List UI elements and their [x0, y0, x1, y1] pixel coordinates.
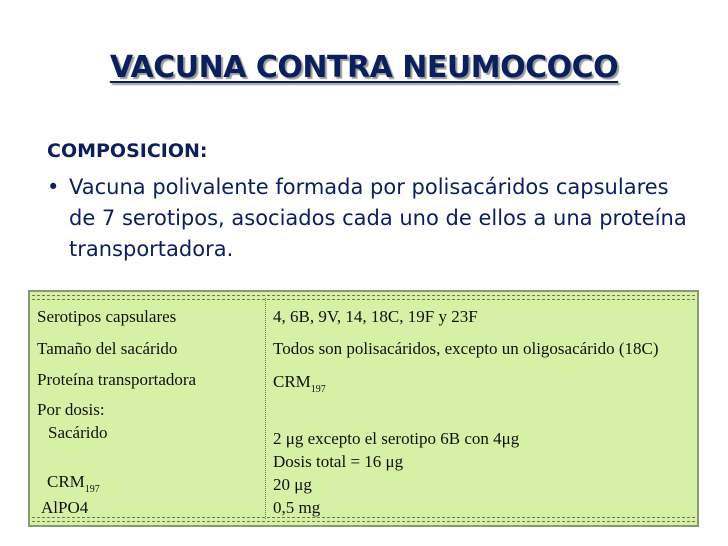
- crm-label-subscript: 197: [84, 484, 100, 495]
- saccharide-size-label: Tamaño del sacárido: [37, 339, 178, 358]
- alpo4-value: 0,5 mg: [273, 498, 321, 517]
- crm-value: 20 μg: [273, 475, 312, 494]
- crm-label-base: CRM: [47, 472, 85, 491]
- saccharide-value: 2 μg excepto el serotipo 6B con 4μg: [273, 429, 520, 448]
- saccharide-label: Sacárido: [48, 423, 108, 442]
- bullet-text: Vacuna polivalente formada por polisacáridos capsulares de 7 serotipos, asociados cada uno de ellos a una proteína transportadora.: [69, 175, 687, 261]
- bullet-item: [47, 172, 687, 265]
- carrier-value-base: CRM: [273, 372, 311, 391]
- carrier-label: Proteína transportadora: [37, 370, 197, 389]
- carrier-value-subscript: 197: [310, 384, 326, 395]
- carrier-value: [273, 372, 326, 395]
- serotypes-label: Serotipos capsulares: [37, 307, 177, 326]
- per-dose-label: Por dosis:: [37, 400, 105, 419]
- crm-label: [47, 472, 100, 495]
- bullet-dot: •: [47, 175, 60, 199]
- column-divider: [265, 298, 267, 519]
- section-heading: COMPOSICION:: [47, 140, 208, 162]
- serotypes-value: 4, 6B, 9V, 14, 18C, 19F y 23F: [273, 307, 478, 326]
- total-dose-value: Dosis total = 16 μg: [273, 452, 404, 471]
- alpo4-label: AlPO4: [41, 498, 89, 517]
- slide-title: VACUNA CONTRA NEUMOCOCO: [109, 50, 619, 85]
- saccharide-size-value: Todos son polisacáridos, excepto un oligosacárido (18C): [273, 339, 659, 358]
- composition-table: [28, 290, 699, 527]
